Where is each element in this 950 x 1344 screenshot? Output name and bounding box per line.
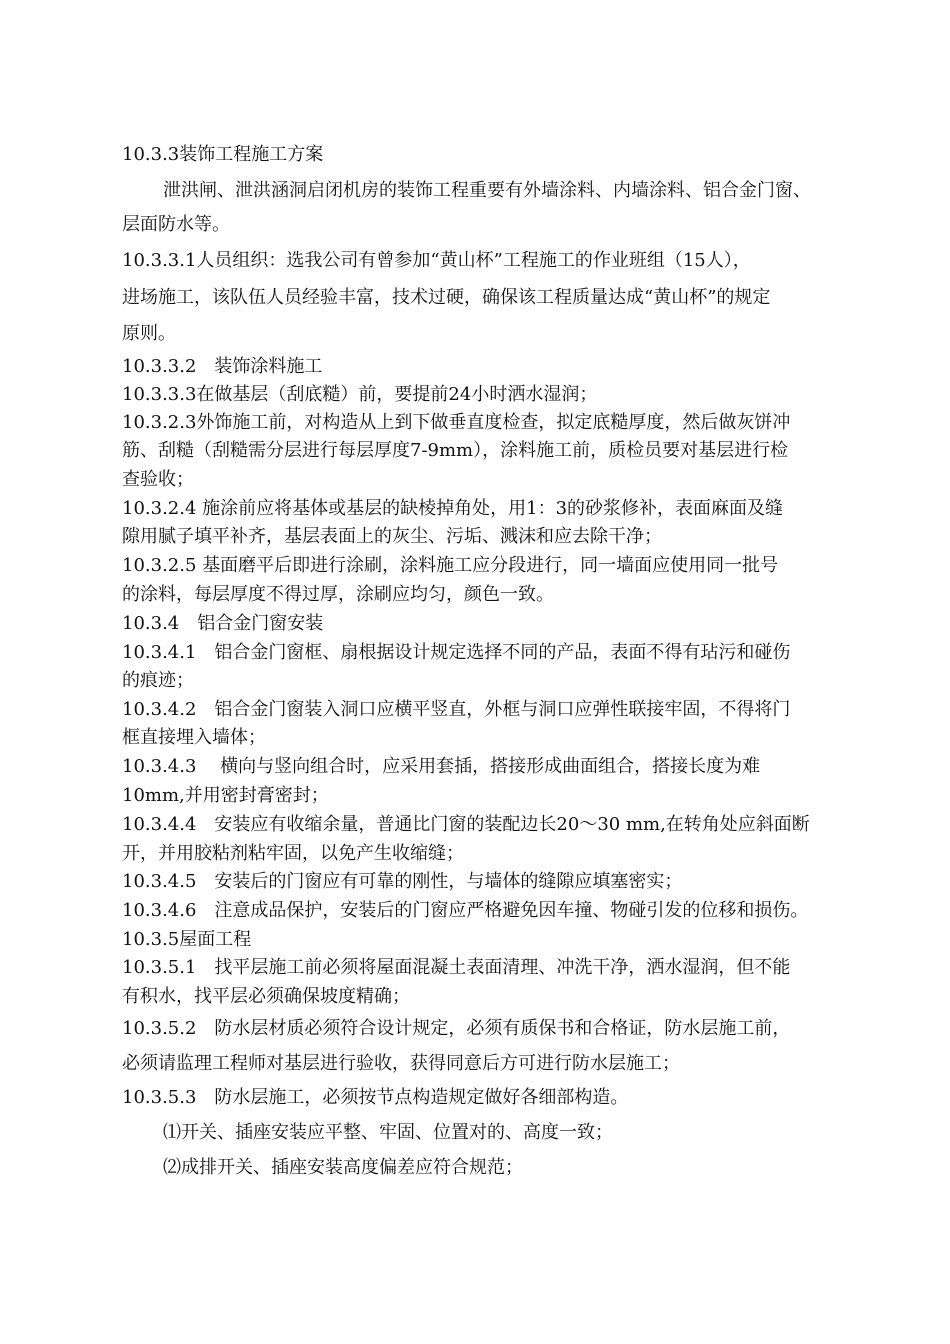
text-line: 10.3.2.5 基面磨平后即进行涂刷，涂料施工应分段进行，同一墙面应使用同一批号 [122,555,779,576]
text-line: 10.3.5.2 防水层材质必须符合设计规定，必须有质保书和合格证，防水层施工前， [122,1018,791,1039]
list-item: ⑴开关、插座安装应平整、牢固、位置对的、高度一致； [163,1122,613,1143]
text-line: 筋、刮糙（刮糙需分层进行每层厚度7-9mm），涂料施工前，质检员要对基层进行检 [122,440,789,461]
text-line: 10.3.4.6 注意成品保护，安装后的门窗应严格避免因车撞、物碰引发的位移和损伤。 [122,900,809,921]
list-item: ⑵成排开关、插座安装高度偏差应符合规范； [163,1157,523,1178]
text-line: 10.3.3.1人员组织：选我公司有曾参加“黄山杯”工程施工的作业班组（15人）， [122,250,751,271]
text-line: 10.3.4.1 铝合金门窗框、扇根据设计规定选择不同的产品，表面不得有玷污和碰伤 [122,642,791,663]
text-line: 必须请监理工程师对基层进行验收，获得同意后方可进行防水层施工； [122,1053,680,1074]
text-line: 隙用腻子填平补齐，基层表面上的灰尘、污垢、溅沫和应去除干净； [122,526,662,547]
text-line: 进场施工，该队伍人员经验丰富，技术过硬，确保该工程质量达成“黄山杯”的规定 [122,287,771,308]
heading-10-3-5: 10.3.5屋面工程 [122,929,252,950]
text-line: 10.3.4.2 铝合金门窗装入洞口应横平竖直，外框与洞口应弹性联接牢固，不得将门 [122,699,791,720]
text-line: 10.3.4.5 安装后的门窗应有可靠的刚性，与墙体的缝隙应填塞密实； [122,871,683,892]
text-line: 10.3.4.4 安装应有收缩余量，普通比门窗的装配边长20～30 mm,在转角处应斜面断 [122,814,810,835]
heading-10-3-4: 10.3.4 铝合金门窗安装 [122,613,324,634]
text-line: 10mm,并用密封膏密封； [122,785,329,806]
text-line: 10.3.4.3 横向与竖向组合时，应采用套插，搭接形成曲面组合，搭接长度为难 [122,756,761,777]
text-line: 10.3.3.2 装饰涂料施工 [122,356,323,377]
text-line: 10.3.2.4 施涂前应将基体或基层的缺棱掉角处，用1：3的砂浆修补，表面麻面及缝 [122,498,784,519]
text-line: 查验收； [122,469,194,490]
text-line: 10.3.3.3在做基层（刮底糙）前，要提前24小时洒水湿润； [122,384,598,405]
heading-10-3-3: 10.3.3装饰工程施工方案 [122,144,324,165]
text-line: 10.3.2.3外饰施工前，对构造从上到下做垂直度检查，拟定底糙厚度，然后做灰饼冲 [122,412,791,433]
text-line: 的涂料，每层厚度不得过厚，涂刷应均匀，颜色一致。 [122,584,554,605]
text-line: 泄洪闸、泄洪涵洞启闭机房的装饰工程重要有外墙涂料、内墙涂料、铝合金门窗、 [163,180,811,201]
text-line: 10.3.5.1 找平层施工前必须将屋面混凝土表面清理、冲洗干净，洒水湿润，但不能 [122,957,791,978]
text-line: 的痕迹； [122,670,194,691]
text-line: 框直接埋入墙体； [122,727,266,748]
text-line: 10.3.5.3 防水层施工，必须按节点构造规定做好各细部构造。 [122,1087,629,1108]
text-line: 开，并用胶粘剂粘牢固，以免产生收缩缝； [122,843,464,864]
text-line: 原则。 [122,323,176,344]
text-line: 层面防水等。 [122,214,230,235]
text-line: 有积水，找平层必须确保坡度精确； [122,986,410,1007]
